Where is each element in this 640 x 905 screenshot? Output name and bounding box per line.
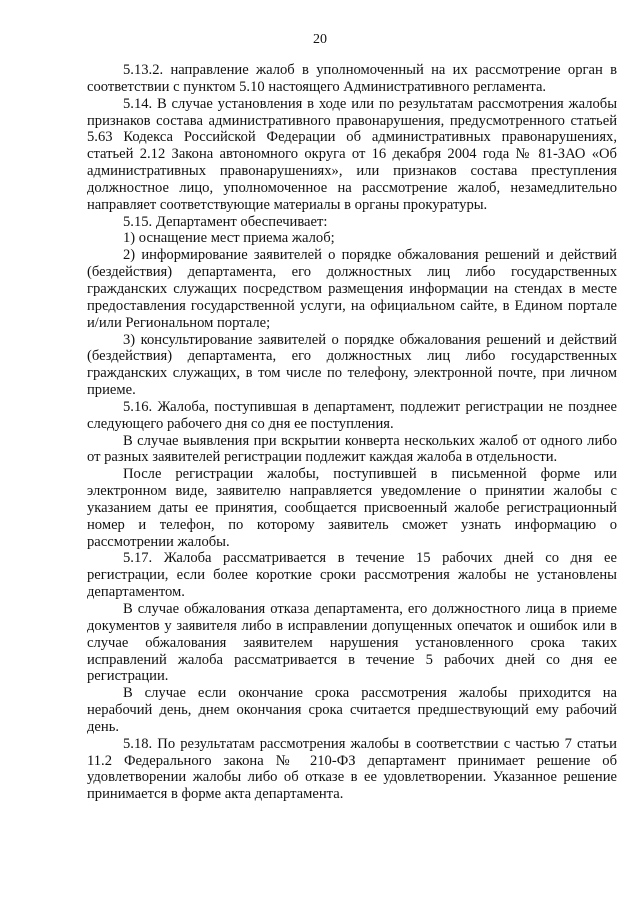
paragraph-5-17: 5.17. Жалоба рассматривается в течение 15 рабочих дней со дня ее регистрации, если более короткие сроки рассмотрения жалобы не установлены департаментом. (87, 550, 617, 601)
list-item-5-15-2: 2) информирование заявителей о порядке обжалования решений и действий (бездействия) департамента, его должностных лиц либо государственных гражданских служащих посредством размещения информации на стендах в месте предоставления государственной услуги, на официальном сайте, в Едином портале и/или Региональном портале; (87, 247, 617, 331)
paragraph-5-16-notification: После регистрации жалобы, поступившей в письменной форме или электронном виде, заявителю направляется уведомление о принятии жалобы с указанием даты ее принятия, сообщается присвоенный жалобе регистрационный номер и телефон, по которому заявитель сможет узнать информацию о рассмотрении жалобы. (87, 466, 617, 550)
paragraph-5-17-nonworking-day: В случае если окончание срока рассмотрения жалобы приходится на нерабочий день, днем окончания срока считается предшествующий ему рабочий день. (87, 685, 617, 735)
list-item-5-15-1: 1) оснащение мест приема жалоб; (123, 230, 335, 247)
page-number: 20 (313, 32, 327, 47)
paragraph-5-16-envelope: В случае выявления при вскрытии конверта нескольких жалоб от одного либо от разных заявителей регистрации подлежит каждая жалоба в отдельности. (87, 432, 617, 466)
paragraph-5-15: 5.15. Департамент обеспечивает: (123, 213, 328, 230)
paragraph-5-17-refusal: В случае обжалования отказа департамента, его должностного лица в приеме документов у заявителя либо в исправлении допущенных опечаток и ошибок или в случае обжалования заявителем нарушения установленного срока таких исправлений жалоба рассматривается в течение 5 рабочих дней со дня ее регистрации. (87, 601, 617, 685)
paragraph-5-13-2: 5.13.2. направление жалоб в уполномоченный на их рассмотрение орган в соответствии с пунктом 5.10 настоящего Административного регламента. (87, 62, 617, 95)
list-item-5-15-3: 3) консультирование заявителей о порядке обжалования решений и действий (бездействия) департамента, его должностных лиц либо государственных гражданских служащих, в том числе по телефону, электронной почте, при личном приеме. (87, 331, 617, 399)
document-body (87, 62, 617, 803)
paragraph-5-18: 5.18. По результатам рассмотрения жалобы в соответствии с частью 7 статьи 11.2 Федерального закона № 210-ФЗ департамент принимает решение об удовлетворении жалобы либо об отказе в ее удовлетворении. Указанное решение принимается в форме акта департамента. (87, 735, 617, 803)
paragraph-5-16: 5.16. Жалоба, поступившая в департамент, подлежит регистрации не позднее следующего рабочего дня со дня ее поступления. (87, 398, 617, 432)
paragraph-5-14: 5.14. В случае установления в ходе или по результатам рассмотрения жалобы признаков состава административного правонарушения, предусмотренного статьей 5.63 Кодекса Российской Федерации об административных правонарушениях, статьей 2.12 Закона автономного округа от 16 декабря 2004 года № 81-ЗАО «Об административных правонарушениях», или признаков состава преступления должностное лицо, уполномоченное на рассмотрение жалоб, незамедлительно направляет соответствующие материалы в органы прокуратуры. (87, 95, 617, 213)
